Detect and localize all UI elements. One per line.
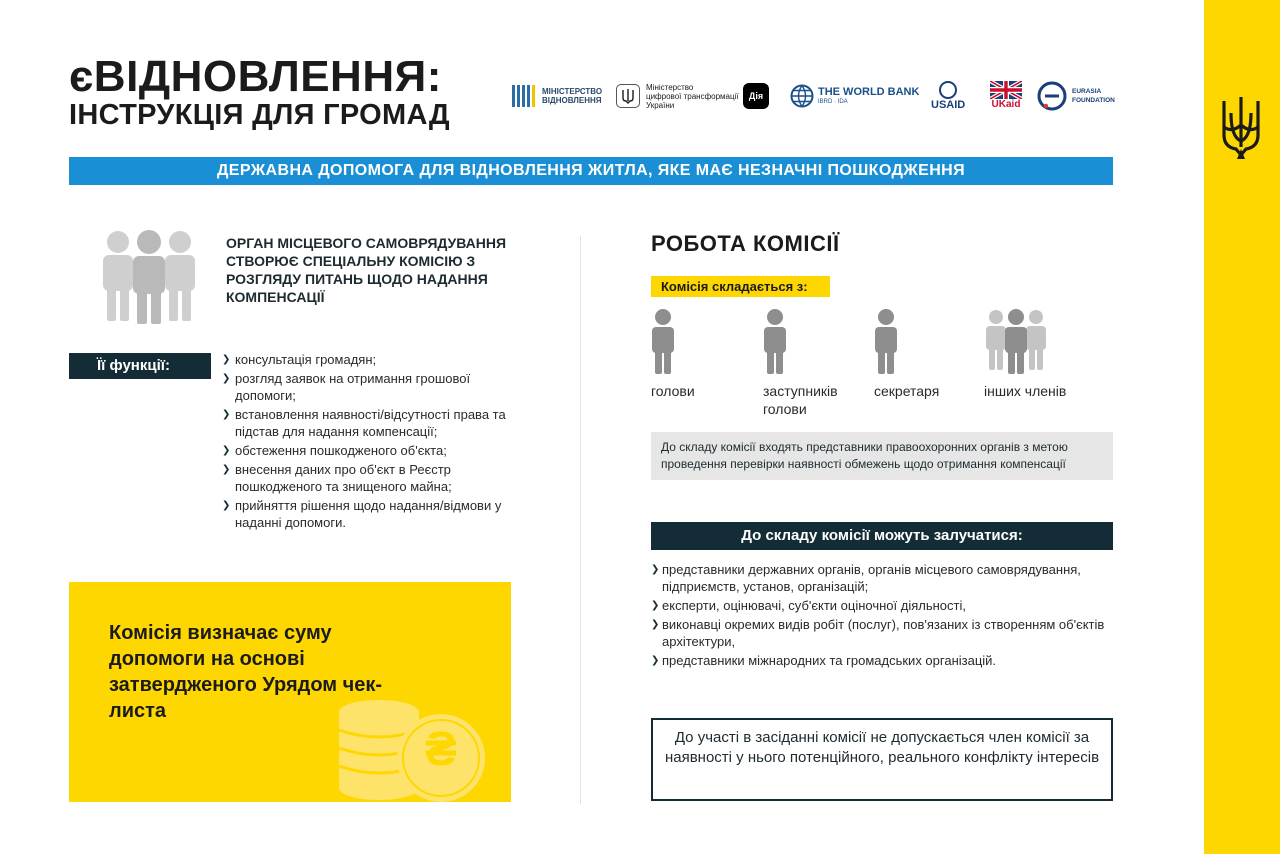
member-label: інших членів <box>984 383 1067 399</box>
trident-icon <box>1218 93 1264 163</box>
person-icon <box>763 308 787 374</box>
involve-list <box>651 561 1117 671</box>
globe-icon <box>790 84 814 108</box>
usaid-seal-icon <box>939 81 957 99</box>
list-item: ❯ представники державних органів, органів місцевого самоврядування, підприємств, установ, організацій; <box>651 561 1117 595</box>
people-group-icon <box>100 228 198 326</box>
page-title: єВІДНОВЛЕННЯ: <box>69 52 442 101</box>
section-banner: ДЕРЖАВНА ДОПОМОГА ДЛЯ ВІДНОВЛЕННЯ ЖИТЛА, ЯКЕ МАЄ НЕЗНАЧНІ ПОШКОДЖЕННЯ <box>69 157 1113 185</box>
compensation-callout <box>69 582 511 802</box>
column-divider <box>580 236 581 804</box>
diia-logo: Дія <box>743 76 769 116</box>
member-secretary <box>874 308 984 400</box>
list-item: ❯ розгляд заявок на отримання грошової допомоги; <box>222 370 518 404</box>
commission-title: РОБОТА КОМІСІЇ <box>651 231 840 256</box>
usaid-logo: USAID <box>931 76 965 116</box>
list-item: ❯ виконавці окремих видів робіт (послуг), пов'язаних із створенням об'єктів архітектури, <box>651 616 1117 650</box>
member-label: голови <box>651 383 695 399</box>
list-item: ❯ експерти, оцінювачі, суб'єкти оціночної діяльності, <box>651 597 1117 614</box>
member-label: заступників голови <box>763 383 838 417</box>
organ-description: ОРГАН МІСЦЕВОГО САМОВРЯДУВАННЯ СТВОРЮЄ СПЕЦІАЛЬНУ КОМІСІЮ З РОЗГЛЯДУ ПИТАНЬ ЩОДО НАДАННЯ КОМПЕНСАЦІЇ <box>226 235 507 305</box>
world-bank-logo: THE WORLD BANK IBRD · IDA <box>790 76 919 116</box>
list-item: ❯ прийняття рішення щодо надання/відмови у наданні допомоги. <box>222 497 518 531</box>
member-others <box>984 308 1094 400</box>
ministry-recovery-logo: МІНІСТЕРСТВО ВІДНОВЛЕННЯ <box>512 76 602 116</box>
list-item: ❯ внесення даних про об'єкт в Реєстр пошкодженого та знищеного майна; <box>222 461 518 495</box>
list-item: ❯ обстеження пошкодженого об'єкта; <box>222 442 518 459</box>
involve-label: До складу комісії можуть залучатися: <box>651 522 1113 550</box>
eurasia-e-icon <box>1037 81 1067 111</box>
member-label: секретаря <box>874 383 940 399</box>
small-trident-icon <box>616 84 640 108</box>
ministry-recovery-icon <box>512 83 538 109</box>
eurasia-logo: EURASIA FOUNDATION <box>1037 76 1115 116</box>
ministry-digital-logo: Міністерство цифрової трансформації України <box>616 76 739 116</box>
list-item: ❯ представники міжнародних та громадських організацій. <box>651 652 1117 669</box>
hryvnia-icon: ₴ <box>424 723 457 776</box>
page-subtitle: ІНСТРУКЦІЯ ДЛЯ ГРОМАД <box>69 99 450 131</box>
people-group-icon <box>984 308 1048 374</box>
member-deputy <box>763 308 873 418</box>
person-icon <box>874 308 898 374</box>
member-head <box>651 308 761 400</box>
list-item: ❯ консультація громадян; <box>222 351 518 368</box>
consists-label: Комісія складається з: <box>651 276 830 297</box>
list-item: ❯ встановлення наявності/відсутності права та підстав для надання компенсації; <box>222 406 518 440</box>
functions-list <box>222 351 518 533</box>
uk-flag-icon <box>990 81 1022 99</box>
partner-logos <box>510 76 1120 116</box>
conflict-of-interest-note: До участі в засіданні комісії не допускається член комісії за наявності у нього потенційного, реального конфлікту інтересів <box>651 718 1113 801</box>
law-enforcement-note: До складу комісії входять представники правоохоронних органів з метою проведення перевірки наявності обмежень щодо отримання компенсації <box>651 432 1113 480</box>
functions-label: Її функції: <box>69 353 211 379</box>
person-icon <box>651 308 675 374</box>
ukaid-logo: UKaid <box>990 76 1022 116</box>
callout-text: Комісія визначає суму допомоги на основі затвердженого Урядом чек-листа <box>109 622 383 722</box>
